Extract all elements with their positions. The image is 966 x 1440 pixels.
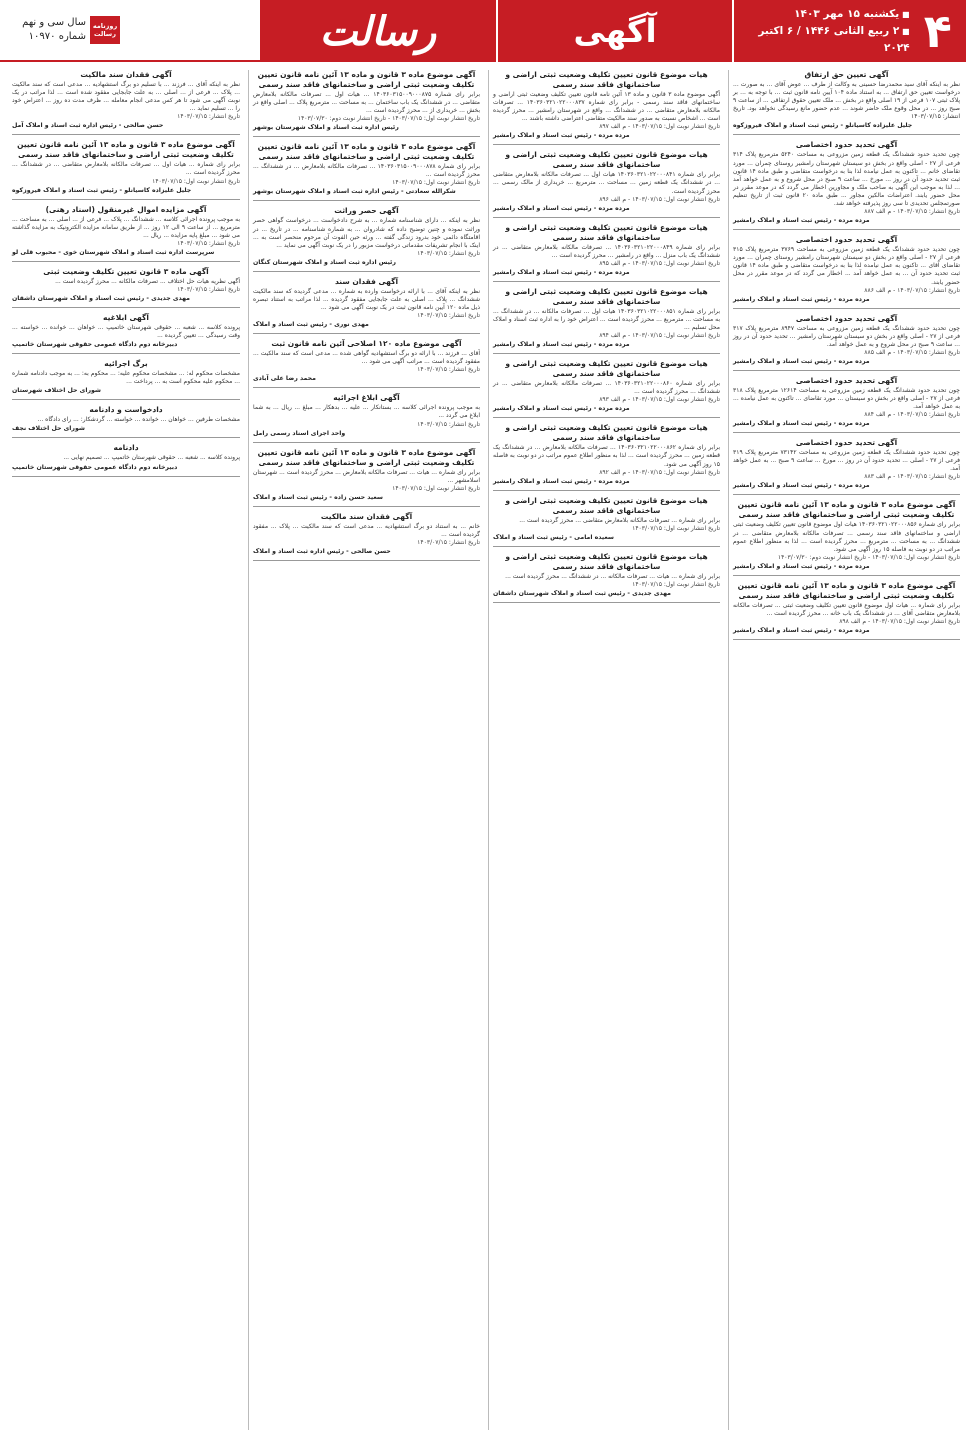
notice-body: چون تحدید حدود ششدانگ یک قطعه زمین مزروعی به مساحت ۷۳۱۴۲ مترمربع پلاک ۳۱۹ فرعی از ۲۷ - اصلی ... تحدید حدود آن در روز ... مورخ ... ساعت ۹ صبح ... به عمل خواهد آمد. — [733, 449, 960, 473]
notice-body: نظر به اینکه ... دارای شناسنامه شماره ... به شرح دادخواست ... درخواست گواهی حصر وراثت نموده و چنین توضیح داده که شادروان ... به شماره شناسنامه ... در تاریخ ... در اقامتگاه دائمی خود بدرود زندگی گفته ... ورثه حین الفوت آن مرحوم منحصر است به ... اینک با انجام تشریفات مقدماتی درخواست مزبور را در یک نوبت آگهی می نماید ... — [253, 217, 480, 249]
notice-body: چون تحدید حدود ششدانگ یک قطعه زمین مزروعی به مساحت ۳۷۶۹ مترمربع پلاک ۳۱۵ فرعی از ۲۷ - اصلی واقع در بخش دو سیستان شهرستان رامشیر روستای چمران ... مورد تقاضای آقای ... تاکنون به عمل نیامده لذا بنا به درخواست متقاضی و طبق ماده ۱۴ قانون ثبت تحدید حدود آن ... به عمل خواهد آمد ... اخطار می گردد که در موعد مقرر در محل حضور یابند. — [733, 246, 960, 286]
notice — [493, 496, 720, 547]
header-dates — [734, 6, 910, 56]
notice-body: چون تحدید حدود ششدانگ یک قطعه زمین مزروعی به مساحت ۵۲۴۰ مترمربع پلاک ۳۱۴ فرعی از ۲۷ - اصلی واقع در بخش دو سیستان شهرستان رامشیر روستای چمران ... مورد تقاضای خانم ... تاکنون به عمل نیامده لذا بنا به درخواست متقاضی و طبق ماده ۱۴ قانون ثبت تحدید حدود آن در روز ... مورخ ... ساعت ۹ صبح در محل شروع و به عمل خواهد آمد ... لذا به موجب این آگهی به صاحب ملک و مجاورین اخطار می گردد که در موعد مقرر در محل حضور یابند. اعتراضات مالکین مجاور ... طبق ماده ۲۰ قانون ثبت از تاریخ تنظیم صورتمجلس تحدیدی تا سی روز پذیرفته خواهد شد. — [733, 151, 960, 208]
notice-body: برابر رای شماره ... هیات ... تصرفات مالکانه ... در ششدانگ ... محرز گردیده است ... — [505, 572, 720, 580]
notice-signature: مرده مرده - رئیس ثبت اسناد و املاک رامشیر — [493, 204, 630, 212]
notice-title: آگهی تحدید حدود اختصاصی — [795, 438, 898, 448]
notice-publish-date: تاریخ انتشار نوبت اول: ۱۴۰۳/۰۷/۱۵ - تاریخ انتشار نوبت دوم: ۱۴۰۳/۰۷/۳۰ — [297, 115, 480, 123]
notice-body: برابر رای شماره ... هیات اول موضوع قانون تعیین تکلیف وضعیت ثبتی ... تصرفات مالکانه بلامعارض متقاضی آقای ... در ششدانگ یک باب خانه ... محرز گردیده است ... — [733, 601, 960, 617]
notice — [733, 581, 960, 640]
notice-body: برابر رای شماره ... هیات اول ... تصرفات مالکانه بلامعارض متقاضی ... در ششدانگ ... محرز گردیده است ... — [12, 161, 240, 177]
section-title: آگهی — [498, 0, 734, 62]
notice — [493, 223, 720, 282]
notice-publish-date: تاریخ انتشار: ۱۴۰۳/۰۷/۱۵ — [417, 420, 480, 428]
notice-publish-date: تاریخ انتشار نوبت اول: ۱۴۰۳/۰۷/۱۵ - م الف ۸۹۳ — [599, 396, 720, 404]
notice-signature: دبیرخانه دوم دادگاه عمومی حقوقی شهرستان خاتمیپ — [12, 463, 178, 471]
notice-publish-date: تاریخ انتشار: ۱۴۰۳/۰۷/۱۵ - م الف ۸۸۶ — [864, 286, 960, 294]
notice-publish-date: تاریخ انتشار نوبت اول: ۱۴۰۳/۰۷/۱۵ - م الف ۸۹۲ — [599, 468, 720, 476]
notice-signature: مرده مرده - رئیس ثبت اسناد و املاک رامشیر — [733, 295, 870, 303]
notice-signature: شورای حل اختلاف شهرستان — [12, 387, 101, 395]
notice-signature: مرده مرده - رئیس ثبت اسناد و املاک رامشیر — [493, 405, 630, 413]
notice — [493, 287, 720, 354]
notice-signature: شورای حل اختلاف نجف — [12, 425, 85, 433]
notice — [733, 235, 960, 308]
notice-title: هیات موضوع قانون تعیین تکلیف وضعیت ثبتی اراضی و ساختمانهای فاقد سند رسمی — [505, 286, 708, 306]
notice — [733, 314, 960, 371]
notice-signature: جلیل علیزاده کاسیانلو - رئیس ثبت اسناد و املاک فیروزکوه — [733, 122, 913, 130]
notice-signature: جلیل علیزاده کاسیانلو - رئیس ثبت اسناد و املاک فیروزکوه — [12, 186, 192, 194]
notice-columns — [6, 70, 960, 1430]
notice-title: دادخواست و دادنامه — [89, 405, 163, 415]
notice-title: هیات موضوع قانون تعیین تکلیف وضعیت ثبتی اراضی و ساختمانهای فاقد سند رسمی — [505, 423, 708, 443]
notice-body: نظر به اینکه آقای سید محمدرضا حسینی به وکالت از طرف ... عوض آقای ... به صورت ... درخواست تعیین حق ارتفاق ... به استناد ماده ۱۰۴ آیین نامه قانون ثبت ... با توجه به ... بر پلاک ثبتی ۱۰۷ فرعی از ۱۹ اصلی واقع در بخش ... ملک تعیین حقوق ارتفاقی ... از ساعت ۹ صبح روز ... در محل وقوع ملک حاضر شوند ... عدم حضور مانع رسیدگی نخواهد بود. تاریخ انتشار: ۱۴۰۳/۰۷/۱۵ — [733, 81, 960, 121]
notice — [253, 142, 480, 201]
notice-title: آگهی موضوع ماده ۳ قانون و ماده ۱۳ آئین نامه قانون تعیین تکلیف وضعیت ثبتی اراضی و ساختمانهای فاقد سند رسمی — [257, 142, 476, 162]
notice-body: برابر رای شماره ۱۴۰۳۶۰۳۲۱۰۲۲۰۰۰۸۵۱ هیات اول ... تصرفات مالکانه ... در ششدانگ ... به مساحت ... مترمربع ... محرز گردیده است ... اعتراض خود را به اداره ثبت اسناد و املاک محل تسلیم ... — [493, 307, 720, 332]
notice-title: آگهی ابلاغیه — [103, 312, 149, 322]
notice-title: برگ اجرائیه — [104, 359, 148, 369]
notice-body: برابر رای شماره ۱۴۰۳۶۰۳۱۵۰۰۹۰۰۰۸۷۸ ... تصرفات مالکانه بلامعارض ... در ششدانگ ... محرز گردیده است ... — [253, 163, 480, 179]
notice-body: برابر رای شماره ... هیات ... تصرفات مالکانه بلامعارض ... محرز گردیده است ... شهرستان اسلامشهر ... — [253, 468, 480, 484]
notice-body: برابر رای شماره ۱۴۰۳۶۰۳۲۱۰۲۲۰۰۰۸۴۹ ... تصرفات مالکانه بلامعارض متقاضی ... در ششدانگ یک باب منزل ... واقع در رامشیر ... محرز گردیده است ... — [493, 243, 720, 259]
notice — [493, 150, 720, 217]
issue-info — [0, 0, 120, 62]
newspaper-logo: رسالت — [260, 0, 498, 62]
notice-body: برابر رای شماره ۱۴۰۳۶۰۳۲۱۰۲۲۰۰۰۸۶۰ ... تصرفات مالکانه بلامعارض متقاضی ... در ششدانگ ... محرز گردیده است ... — [493, 380, 720, 396]
notice-signature: حسن صالحی - رئیس اداره ثبت اسناد و املاک — [253, 547, 391, 555]
notice-body: آگهی نظریه هیات حل اختلاف ... تصرفات مالکانه ... محرز گردیده است ... — [55, 277, 240, 285]
notice-body: به موجب پرونده اجرائی کلاسه ... ششدانگ ... پلاک ... فرعی از ... اصلی ... به مساحت ... مترمربع ... از ساعت ۹ الی ۱۲ روز ... از طریق سامانه مزایده الکترونیک به مزایده گذاشته می شود ... مبلغ پایه مزایده ... ریال ... — [12, 215, 240, 239]
notice — [253, 393, 480, 442]
notice-body: به موجب پرونده اجرائی کلاسه ... بستانکار ... علیه ... بدهکار ... مبلغ ... ریال ... به شما ابلاغ می گردد ... — [253, 404, 480, 420]
notice-signature: سرپرست اداره ثبت اسناد و املاک شهرستان خوی - محبوب قلی لو — [12, 248, 215, 256]
notice-signature: مرده مرده - رئیس ثبت اسناد و املاک رامشیر — [733, 562, 870, 570]
notice-publish-date: تاریخ انتشار نوبت اول: ۱۴۰۳/۰۷/۱۵ — [632, 524, 720, 532]
header-spacer — [120, 0, 260, 62]
notice — [12, 205, 240, 262]
notice-signature: رئیس اداره ثبت اسناد و املاک شهرستان بوشهر — [253, 124, 399, 132]
notice-publish-date: تاریخ انتشار: ۱۴۰۳/۰۷/۱۵ — [417, 538, 480, 546]
notice-publish-date: تاریخ انتشار: ۱۴۰۳/۰۷/۱۵ - م الف ۸۸۵ — [864, 348, 960, 356]
notice-title: آگهی تحدید حدود اختصاصی — [795, 375, 898, 385]
notice-publish-date: تاریخ انتشار: ۱۴۰۳/۰۷/۱۵ — [177, 285, 240, 293]
notice — [12, 70, 240, 135]
notice — [12, 267, 240, 308]
notice — [253, 448, 480, 507]
notice — [12, 140, 240, 199]
notice-title: آگهی موضوع ماده ۱۲۰ اصلاحی آئین نامه قانون ثبت — [271, 339, 462, 349]
notice-title: آگهی تحدید حدود اختصاصی — [795, 313, 898, 323]
notice-signature: مرده مرده - رئیس ثبت اسناد و املاک رامشیر — [733, 482, 870, 490]
column-4 — [8, 70, 240, 1430]
notice-signature: حسن صالحی - رئیس اداره ثبت اسناد و املاک آمل — [12, 122, 164, 130]
notice-signature: مهدی جدیدی - رئیس ثبت اسناد و املاک شهرستان داشقان — [493, 589, 672, 597]
issue-label: شماره ۱۰۹۷۰ — [28, 31, 86, 42]
notice-title: هیات موضوع قانون تعیین تکلیف وضعیت ثبتی اراضی و ساختمانهای فاقد سند رسمی — [505, 551, 708, 571]
notice-publish-date: تاریخ انتشار نوبت اول: ۱۴۰۳/۰۷/۱۵ - تاریخ انتشار نوبت دوم: ۱۴۰۳/۰۷/۳۰ — [777, 553, 960, 561]
notice-publish-date: تاریخ انتشار: ۱۴۰۳/۰۷/۱۵ — [177, 239, 240, 247]
notice-body: برابر رای شماره ... تصرفات مالکانه بلامعارض متقاضی ... محرز گردیده است ... — [519, 516, 720, 524]
notice — [493, 552, 720, 603]
notice-signature: مرده مرده - رئیس ثبت اسناد و املاک رامشیر — [733, 217, 870, 225]
notice-signature: سعید حسن زاده - رئیس ثبت اسناد و املاک — [253, 493, 383, 501]
notice — [12, 405, 240, 438]
page-header — [0, 0, 966, 62]
notice-body: برابر رای شماره ۱۴۰۳۶۰۳۲۱۰۲۲۰۰۰۸۶۲ ... تصرفات مالکانه بلامعارض ... در ششدانگ یک قطعه زمین ... محرز گردیده است ... لذا به منظور اطلاع عموم مراتب در دو نوبت به فاصله ۱۵ روز آگهی می شود. — [493, 444, 720, 468]
notice-publish-date: تاریخ انتشار نوبت اول: ۱۴۰۳/۰۷/۱۵ - م الف ۸۹۵ — [599, 259, 720, 267]
notice-title: آگهی موضوع ماده ۳ قانون و ماده ۱۳ آئین نامه قانون تعیین تکلیف وضعیت ثبتی اراضی و ساختمانهای فاقد سند رسمی — [257, 70, 476, 89]
notice-signature: مرده مرده - رئیس ثبت اسناد و املاک رامشیر — [493, 268, 630, 276]
notice-signature: محمد رضا علی آبادی — [253, 375, 316, 383]
notice — [733, 438, 960, 495]
notice-body: آگهی موضوع ماده ۳ قانون و ماده ۱۳ آئین نامه قانون تعیین تکلیف وضعیت ثبتی اراضی و ساختمانهای فاقد سند رسمی - برابر رای شماره ۱۴۰۳۶۰۳۲۱۰۲۲۰۰۰۸۳۷ ... تصرفات مالکانه بلامعارض متقاضی ... در ششدانگ ... واقع در شهرستان رامشیر ... محرز گردیده است ... اشخاص نسبت به صدور سند مالکیت متقاضی اعتراضی داشته باشند ... — [493, 91, 720, 123]
notice — [253, 277, 480, 334]
notice-title: هیات موضوع قانون تعیین تکلیف وضعیت ثبتی اراضی و ساختمانهای فاقد سند رسمی — [505, 70, 708, 89]
notice-publish-date: تاریخ انتشار: ۱۴۰۳/۰۷/۱۵ — [177, 113, 240, 121]
notice — [253, 512, 480, 561]
notice-title: هیات موضوع قانون تعیین تکلیف وضعیت ثبتی اراضی و ساختمانهای فاقد سند رسمی — [505, 222, 708, 242]
notice-title: آگهی تعیین حق ارتفاق — [804, 70, 889, 79]
notice-publish-date: تاریخ انتشار: ۱۴۰۳/۰۷/۱۵ — [417, 366, 480, 374]
notice-publish-date: تاریخ انتشار نوبت اول: ۱۴۰۳/۰۷/۱۵ — [392, 179, 480, 187]
date-shamsi: ■ یکشنبه ۱۵ مهر ۱۴۰۳ — [734, 6, 910, 23]
notice-publish-date: تاریخ انتشار نوبت اول: ۱۴۰۳/۰۷/۱۵ - م الف ۸۹۶ — [599, 195, 720, 203]
notice-signature: مرده مرده - رئیس ثبت اسناد و املاک رامشیر — [493, 132, 630, 140]
notice-signature: مرده مرده - رئیس ثبت اسناد و املاک رامشیر — [733, 627, 870, 634]
notice-body: برابر رای شماره ۱۴۰۳۶۰۳۲۱۰۲۲۰۰۰۸۵۶ هیات اول موضوع قانون تعیین تکلیف وضعیت ثبتی اراضی و ساختمانهای فاقد سند رسمی ... تصرفات مالکانه بلامعارض متقاضی ... در ششدانگ ... به مساحت ... مترمربع ... محرز گردیده است ... لذا به منظور اطلاع عموم مراتب در دو نوبت به فاصله ۱۵ روز آگهی می شود. — [733, 521, 960, 553]
notice-body: خانم ... به استناد دو برگ استشهادیه ... مدعی است که سند مالکیت ... پلاک ... مفقود گردیده است ... — [253, 522, 480, 538]
notice — [733, 500, 960, 575]
notice — [733, 376, 960, 433]
notice-publish-date: تاریخ انتشار: ۱۴۰۳/۰۷/۱۵ — [417, 312, 480, 320]
notice-signature: مرده مرده - رئیس ثبت اسناد و املاک رامشیر — [733, 420, 870, 428]
notice — [493, 359, 720, 418]
notice-title: آگهی موضوع ماده ۳ قانون و ماده ۱۳ آئین نامه قانون تعیین تکلیف وضعیت ثبتی اراضی و ساختمانهای فاقد سند رسمی — [17, 140, 235, 160]
notice-title: آگهی فقدان سند مالکیت — [320, 511, 413, 521]
notice-publish-date: تاریخ انتشار: ۱۴۰۳/۰۷/۱۵ - م الف ۸۸۷ — [864, 208, 960, 216]
column-1 — [728, 70, 960, 1430]
notice-body: مشخصات طرفین ... خواهان ... خوانده ... خواسته ... گردشکار: ... رای دادگاه ... — [37, 416, 240, 424]
notice-signature: مرده مرده - رئیس ثبت اسناد و املاک رامشیر — [493, 341, 630, 349]
notice-publish-date: تاریخ انتشار نوبت اول: ۱۴۰۳/۰۷/۱۵ - م الف ۸۹۷ — [599, 123, 720, 131]
notice-body: مشخصات محکوم له: ... مشخصات محکوم علیه: ... محکوم به: ... به موجب دادنامه شماره ... محکوم علیه محکوم است به ... پرداخت ... — [12, 370, 240, 386]
notice — [12, 443, 240, 476]
year-label: سال سی و نهم — [22, 17, 86, 28]
notice-publish-date: تاریخ انتشار: ۱۴۰۳/۰۷/۱۵ - م الف ۸۸۴ — [864, 411, 960, 419]
notice-title: هیات موضوع قانون تعیین تکلیف وضعیت ثبتی اراضی و ساختمانهای فاقد سند رسمی — [505, 359, 708, 379]
notice-body: برابر رای شماره ۱۴۰۳۶۰۳۱۵۰۰۹۰۰۰۸۷۵ ... هیات اول ... تصرفات مالکانه بلامعارض متقاضی ... در ششدانگ یک باب ساختمان ... به مساحت ... مترمربع پلاک ... اصلی واقع در بخش ... خریداری از ... محرز گردیده است ... — [253, 91, 480, 115]
notice-signature: مرده مرده - رئیس ثبت اسناد و املاک رامشیر — [493, 477, 630, 485]
column-3 — [248, 70, 480, 1430]
notice-body: چون تحدید حدود ششدانگ یک قطعه زمین مزروعی به مساحت ۸۹۴۷ مترمربع پلاک ۳۱۷ فرعی از ۲۷ - اصلی واقع در بخش دو سیستان شهرستان رامشیر ... تحدید حدود آن در روز ... ساعت ۹ صبح در محل شروع و به عمل خواهد آمد. — [733, 324, 960, 348]
notice — [253, 206, 480, 271]
notice-publish-date: تاریخ انتشار نوبت اول: ۱۴۰۳/۰۷/۱۵ - م الف ۸۹۸ — [839, 618, 960, 625]
notice — [493, 70, 720, 145]
notice — [12, 359, 240, 400]
notice-signature: مهدی نوری - رئیس ثبت اسناد و املاک — [253, 321, 369, 329]
notice-body: پرونده کلاسه ... شعبه ... حقوقی شهرستان خاتمیپ ... خواهان ... خوانده ... خواسته ... وقت رسیدگی ... تعیین گردیده ... — [12, 323, 240, 340]
page-number: ۴ — [923, 4, 952, 58]
notice-title: آگهی موضوع ماده ۳ قانون و ماده ۱۳ آئین نامه قانون تعیین تکلیف وضعیت ثبتی اراضی و ساختمانهای فاقد سند رسمی — [257, 447, 476, 467]
notice — [733, 140, 960, 230]
notice-title: آگهی تحدید حدود اختصاصی — [795, 235, 898, 245]
notice-signature: رئیس اداره ثبت اسناد و املاک شهرستان کنگان — [253, 258, 396, 266]
notice — [12, 313, 240, 354]
date-other: ■ ۲ ربیع الثانی ۱۴۴۶ / ۶ اکتبر ۲۰۲۴ — [734, 23, 910, 56]
notice-publish-date: تاریخ انتشار نوبت اول: ۱۴۰۳/۰۷/۱۵ — [152, 177, 240, 185]
notice-title: آگهی حصر وراثت — [334, 206, 399, 216]
notice-title: آگهی فقدان سند مالکیت — [80, 70, 172, 79]
notice-signature: واحد اجرای اسناد رسمی رامل — [253, 429, 346, 437]
notice — [253, 339, 480, 388]
notice-signature: سعیده امامی - رئیس ثبت اسناد و املاک — [493, 533, 614, 541]
notice-body: چون تحدید حدود ششدانگ یک قطعه زمین مزروعی به مساحت ۱۲۶۱۴ مترمربع پلاک ۳۱۸ فرعی از ۲۷ - اصلی واقع در بخش دو سیستان ... مورد تقاضای ... تاکنون به عمل نیامده ... به عمل خواهد آمد. — [733, 386, 960, 411]
notice-title: آگهی فقدان سند — [334, 276, 399, 286]
notice-signature: مرده مرده - رئیس ثبت اسناد و املاک رامشیر — [733, 357, 870, 365]
notice-publish-date: تاریخ انتشار: ۱۴۰۳/۰۷/۱۵ - م الف ۸۸۳ — [864, 473, 960, 481]
notice-publish-date: تاریخ انتشار نوبت اول: ۱۴۰۳/۰۷/۱۵ — [392, 484, 480, 492]
notice-title: آگهی مزایده اموال غیرمنقول (اسناد رهنی) — [45, 204, 207, 214]
notice — [493, 423, 720, 490]
notice-body: برابر رای شماره ۱۴۰۳۶۰۳۲۱۰۲۲۰۰۰۸۴۱ هیات اول ... تصرفات مالکانه بلامعارض متقاضی ... در ششدانگ یک قطعه زمین ... مساحت ... مترمربع ... خریداری از مالک رسمی ... محرز گردیده است. — [493, 171, 720, 195]
notice-title: هیات موضوع قانون تعیین تکلیف وضعیت ثبتی اراضی و ساختمانهای فاقد سند رسمی — [505, 495, 708, 515]
notice-body: نظر به اینکه آقای ... فرزند ... با تسلیم دو برگ استشهادیه ... مدعی است که سند مالکیت ... پلاک ... فرعی از ... اصلی ... به علت جابجایی مفقود شده است ... لذا مراتب در یک نوبت آگهی می شود تا هر کس مدعی انجام معامله ... ظرف مدت ده روز ... اعتراض خود را ... تسلیم نماید ... — [12, 81, 240, 113]
mini-logo: روزنامه رسالت — [90, 16, 120, 44]
notice-title: آگهی ماده ۳ قانون تعیین تکلیف وضعیت ثبتی — [43, 266, 209, 276]
page-number-box — [734, 0, 966, 62]
notice-title: آگهی موضوع ماده ۳ قانون و ماده ۱۳ آئین نامه قانون تعیین تکلیف وضعیت ثبتی اراضی و ساختمانهای فاقد سند رسمی — [737, 500, 956, 520]
notice-signature: مهدی جدیدی - رئیس ثبت اسناد و املاک شهرستان داشقان — [12, 294, 191, 302]
column-2 — [488, 70, 720, 1430]
notice-title: آگهی ابلاغ اجرائیه — [333, 393, 400, 403]
notice-title: آگهی موضوع ماده ۳ قانون و ماده ۱۳ آئین نامه قانون تعیین تکلیف وضعیت ثبتی اراضی و ساختمانهای فاقد سند رسمی — [737, 580, 956, 600]
notice-body: آقای ... فرزند ... با ارائه دو برگ استشهادیه گواهی شده ... مدعی است که سند مالکیت ... مفقود گردیده است ... مراتب آگهی می شود ... — [253, 350, 480, 366]
notice — [253, 70, 480, 137]
notice-body: نظر به اینکه آقای ... با ارائه درخواست وارده به شماره ... مدعی گردیده که سند مالکیت ششدانگ ... پلاک ... اصلی به علت جابجایی مفقود گردیده ... لذا مراتب به استناد تبصره ذیل ماده ۱۲۰ آیین نامه قانون ثبت در یک نوبت آگهی می شود ... — [253, 287, 480, 312]
notice-publish-date: تاریخ انتشار: ۱۴۰۳/۰۷/۱۵ — [417, 249, 480, 257]
notice-publish-date: تاریخ انتشار نوبت اول: ۱۴۰۳/۰۷/۱۵ — [632, 580, 720, 588]
notice-signature: دبیرخانه دوم دادگاه عمومی حقوقی شهرستان خاتمیپ — [12, 341, 178, 349]
notice-body: پرونده کلاسه ... شعبه ... حقوقی شهرستان خاتمیپ ... تصمیم نهایی ... — [63, 454, 240, 462]
notice-signature: شکرالله سعادتی - رئیس اداره ثبت اسناد و املاک شهرستان بوشهر — [253, 188, 456, 196]
notice-publish-date: تاریخ انتشار نوبت اول: ۱۴۰۳/۰۷/۱۵ - م الف ۸۹۴ — [599, 332, 720, 340]
notice-title: آگهی تحدید حدود اختصاصی — [795, 140, 898, 150]
notice-title: هیات موضوع قانون تعیین تکلیف وضعیت ثبتی اراضی و ساختمانهای فاقد سند رسمی — [505, 150, 708, 170]
notice-title: دادنامه — [113, 443, 139, 453]
notice — [733, 70, 960, 135]
